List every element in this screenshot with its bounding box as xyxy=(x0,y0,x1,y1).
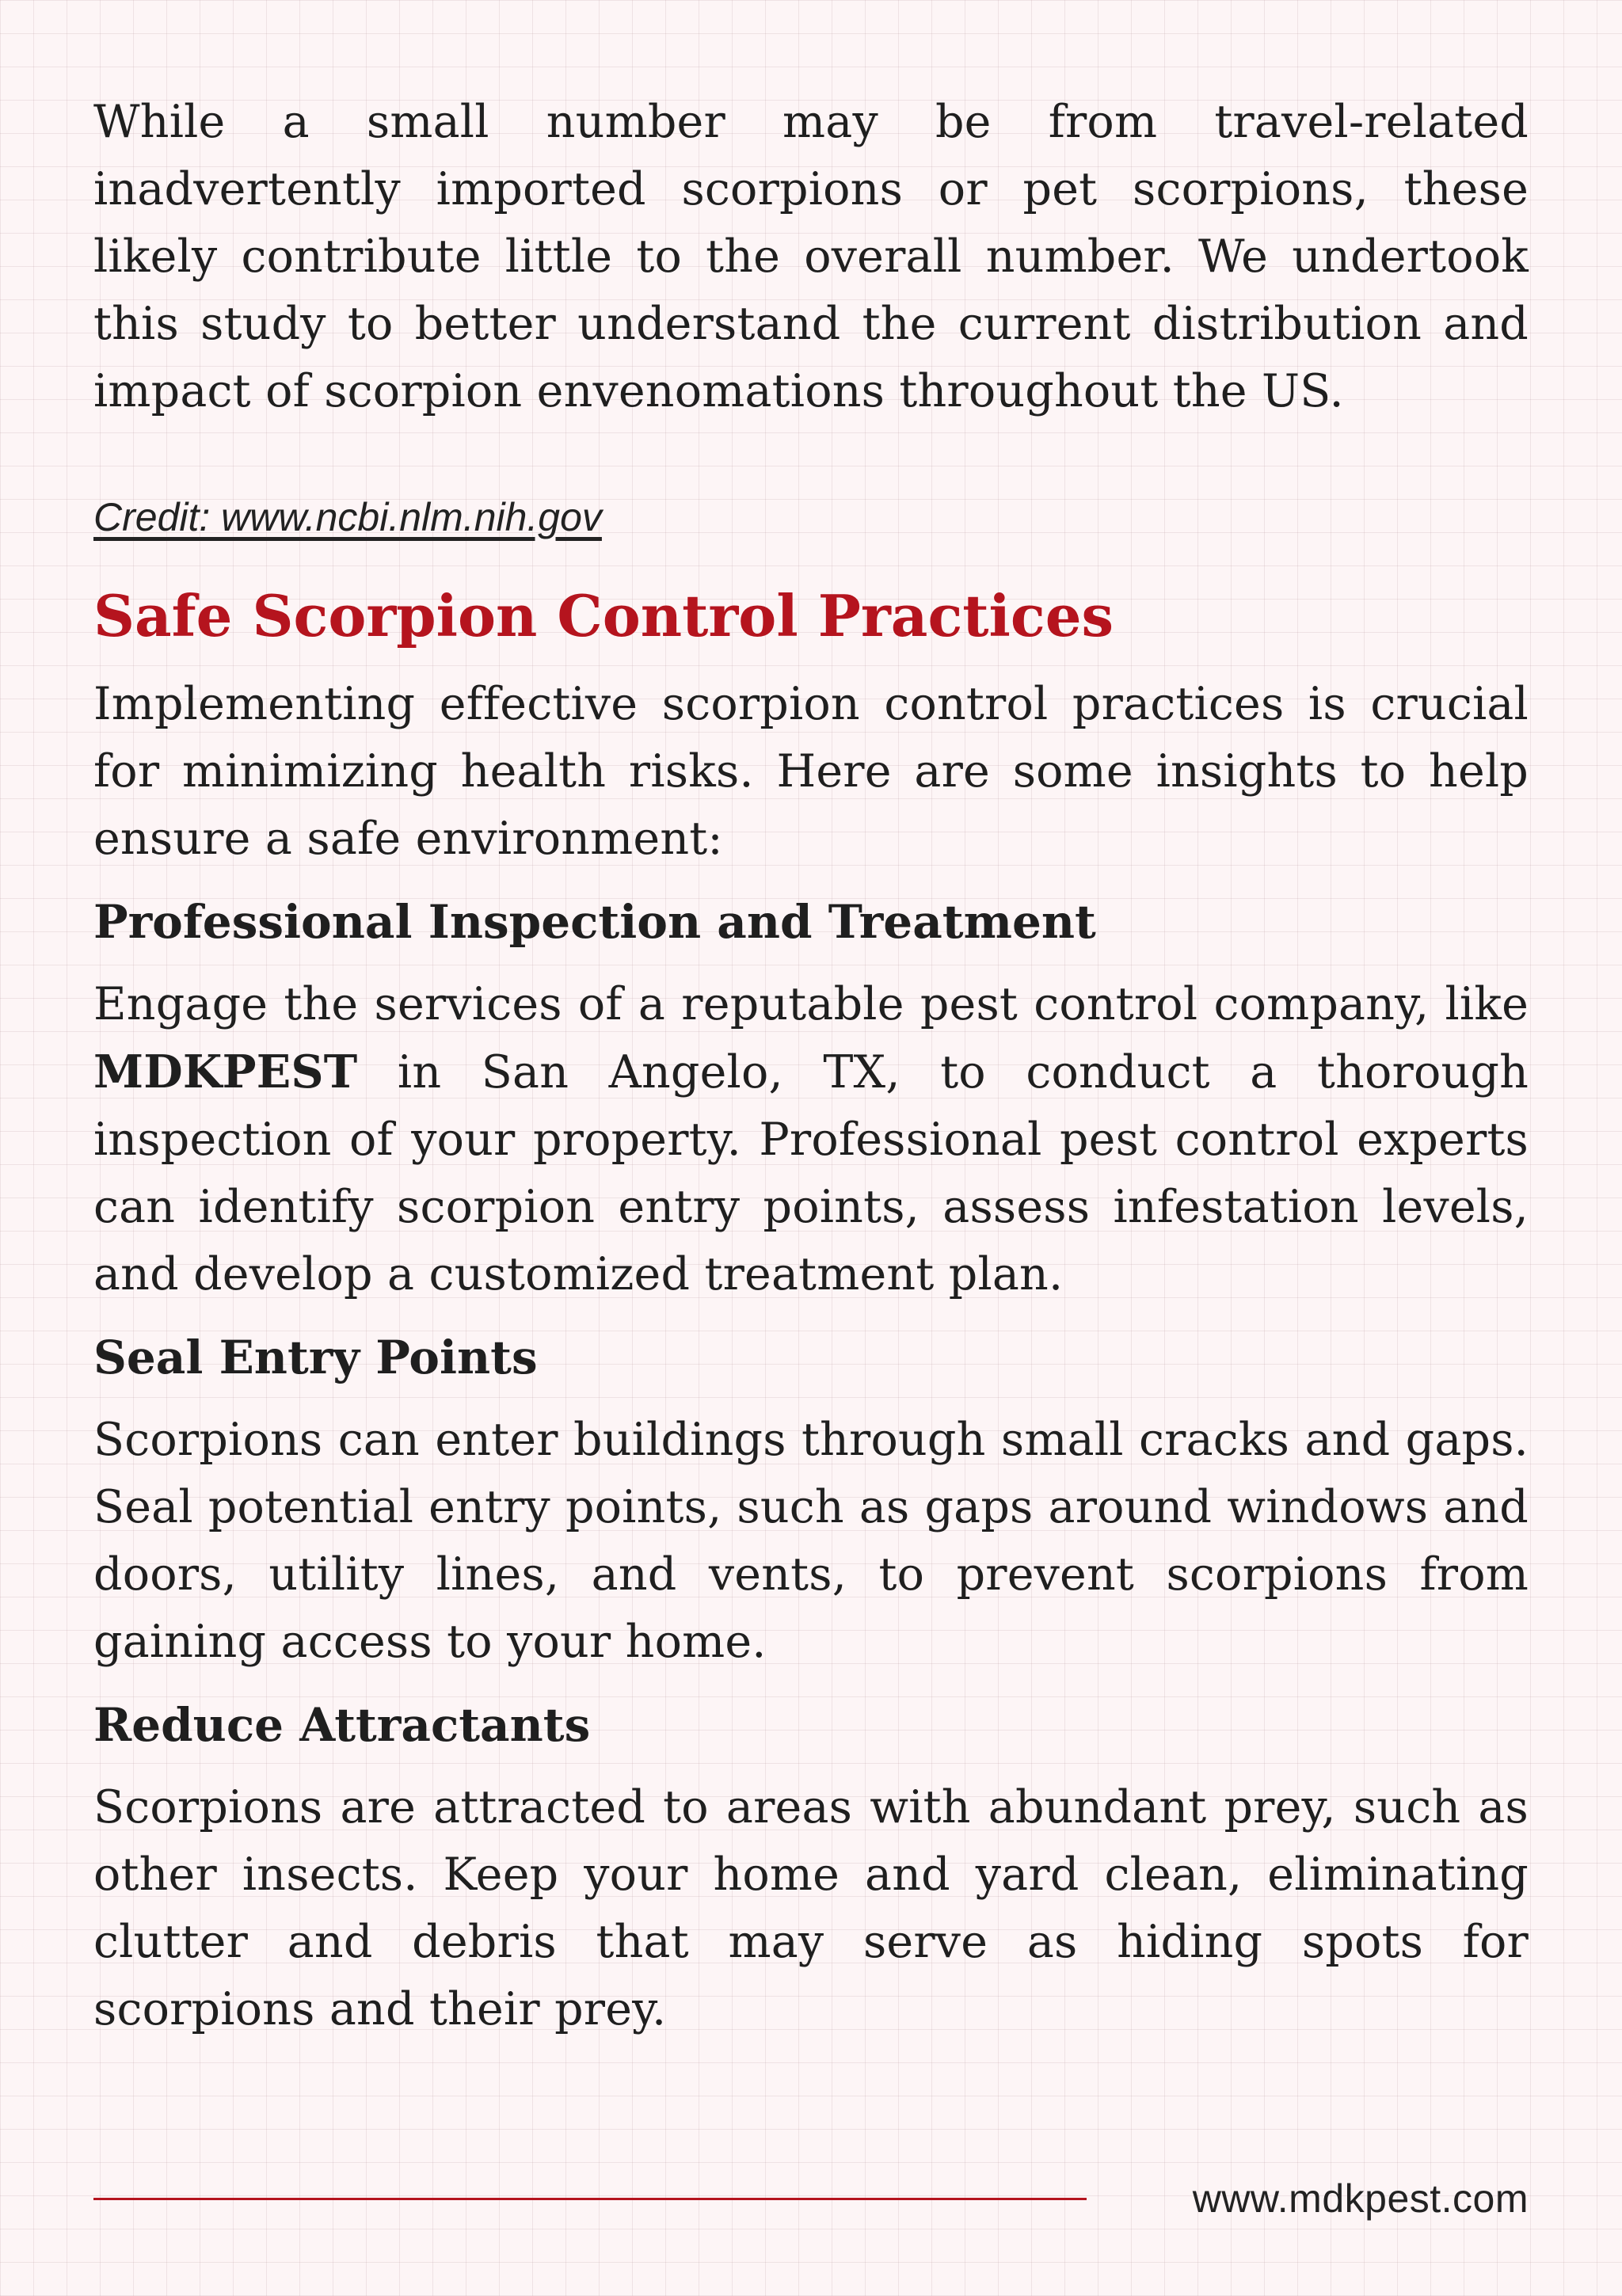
document-page xyxy=(93,89,1529,2043)
practice-text-attractants: Scorpions are attracted to areas with abundant prey, such as other insects. Keep your home and yard clean, eliminating clutter and debris that may serve as hiding spots for scorpions and their prey. xyxy=(93,1781,1529,2035)
footer-divider xyxy=(93,2198,1087,2200)
practice-heading-seal: Seal Entry Points xyxy=(93,1331,538,1384)
section-intro: Implementing effective scorpion control practices is crucial for minimizing health risks. Here are some insights to help ensure a safe environment: xyxy=(93,678,1529,865)
practice-text-inspection-start: Engage the services of a reputable pest control company, like xyxy=(93,978,1529,1030)
practice-text-inspection xyxy=(93,971,1529,1308)
intro-paragraph: While a small number may be from travel-related inadvertently imported scorpions or pet scorpions, these likely contribute little to the overall number. We undertook this study to better understand the current distribution and impact of scorpion envenomations throughout the US. xyxy=(93,96,1529,417)
practice-text-seal: Scorpions can enter buildings through small cracks and gaps. Seal potential entry points, such as gaps around windows and doors, utility lines, and vents, to prevent scorpions from gaining access to your home. xyxy=(93,1414,1529,1668)
footer-url[interactable]: www.mdkpest.com xyxy=(1192,2176,1529,2221)
credit-link[interactable]: Credit: www.ncbi.nlm.nih.gov xyxy=(93,495,602,539)
practice-heading-inspection: Professional Inspection and Treatment xyxy=(93,895,1096,949)
practice-text-inspection-end: in San Angelo, TX, to conduct a thorough inspection of your property. Professional pest control experts can identify scorpion entry points, assess infestation levels, and develop a customized treatment plan. xyxy=(93,1046,1529,1300)
brand-name: MDKPEST xyxy=(93,1045,358,1099)
practice-heading-attractants: Reduce Attractants xyxy=(93,1698,591,1752)
section-title: Safe Scorpion Control Practices xyxy=(93,582,1114,649)
